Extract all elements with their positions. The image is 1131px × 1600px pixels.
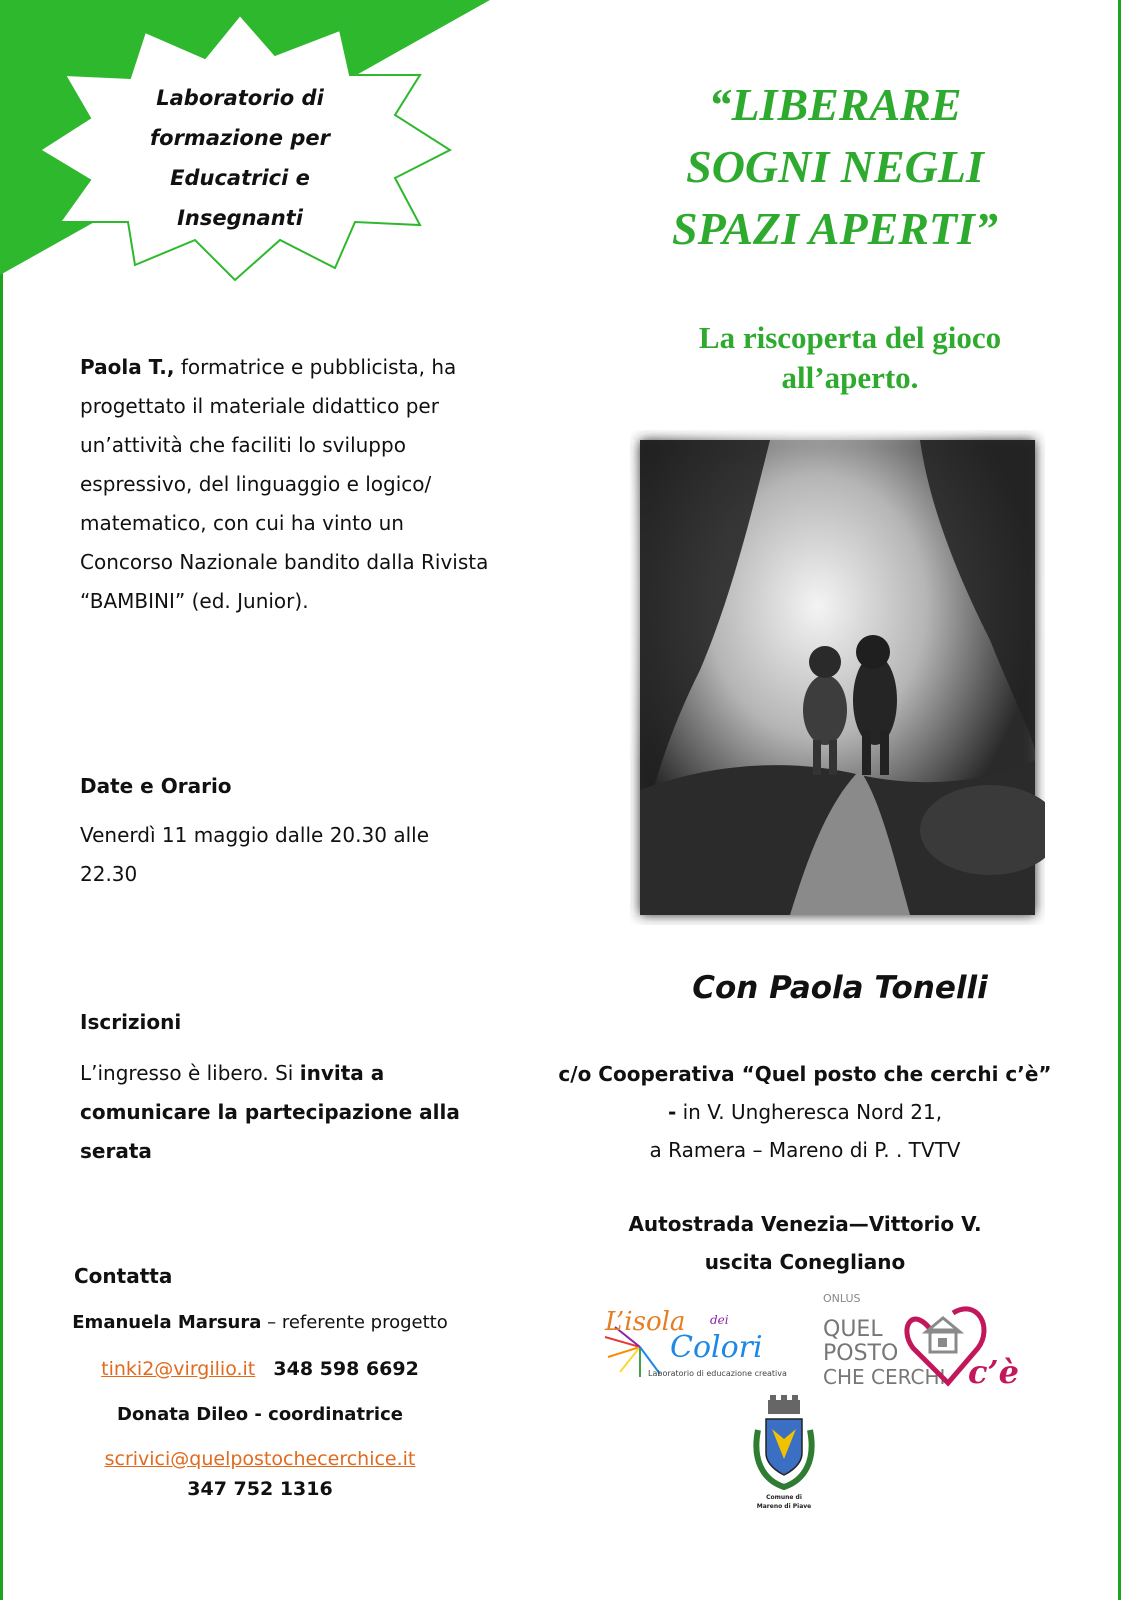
crest-line-1: Comune di bbox=[766, 1494, 802, 1501]
logo-onlus: ONLUS bbox=[823, 1292, 861, 1305]
email-link-2-wrap bbox=[60, 1448, 460, 1470]
title-line: SOGNI NEGLI bbox=[686, 141, 984, 192]
badge-line: Educatrici e bbox=[170, 166, 310, 190]
logo-ce-text: c’è bbox=[968, 1353, 1019, 1391]
badge-line: formazione per bbox=[150, 126, 330, 150]
bio-paragraph bbox=[80, 348, 500, 621]
children-forest-photo bbox=[630, 430, 1045, 925]
venue-address: in V. Ungheresca Nord 21, bbox=[676, 1100, 943, 1124]
subtitle-line: La riscoperta del gioco bbox=[698, 320, 1002, 355]
title-line: “LIBERARE bbox=[708, 79, 962, 130]
isola-dei-colori-logo bbox=[600, 1302, 790, 1382]
venue-line: c/o Cooperativa “Quel posto che cerchi c’è” bbox=[558, 1062, 1052, 1086]
registration-plain: L’ingresso è libero. Si bbox=[80, 1061, 300, 1085]
presenter-name: Con Paola Tonelli bbox=[692, 970, 988, 1006]
phone-2: 347 752 1316 bbox=[187, 1478, 333, 1500]
subtitle bbox=[640, 318, 1060, 398]
contact-person-2: Donata Dileo - coordinatrice bbox=[117, 1404, 403, 1425]
bio-name: Paola T., bbox=[80, 355, 175, 379]
schedule-heading: Date e Orario bbox=[80, 774, 232, 798]
page-border-right bbox=[1118, 0, 1121, 1600]
route-block bbox=[590, 1205, 1020, 1281]
logo-dei-text: dei bbox=[710, 1313, 729, 1327]
contact-person-1 bbox=[60, 1312, 460, 1333]
logo-cerchi-line: CHE CERCHI bbox=[823, 1365, 946, 1389]
email-link-2[interactable]: scrivici@quelpostochecerchice.it bbox=[104, 1448, 416, 1470]
logo-posto-line: POSTO bbox=[823, 1341, 899, 1366]
badge-text bbox=[120, 78, 360, 238]
schedule-text: Venerdì 11 maggio dalle 20.30 alle 22.30 bbox=[80, 823, 429, 886]
badge-line: Insegnanti bbox=[177, 206, 303, 230]
subtitle-line: all’aperto. bbox=[781, 360, 919, 395]
contact-line-1 bbox=[60, 1358, 460, 1380]
logo-isola-text: L’isola bbox=[605, 1307, 686, 1337]
venue-dash: - bbox=[667, 1100, 677, 1124]
email-link-1[interactable]: tinki2@virgilio.it bbox=[101, 1358, 256, 1380]
registration-text bbox=[80, 1054, 490, 1171]
contact-role: – referente progetto bbox=[261, 1312, 448, 1333]
contact-heading: Contatta bbox=[74, 1264, 173, 1288]
bio-text: formatrice e pubblicista, ha progettato il materiale didattico per un’attività che faciliti lo sviluppo espressivo, del linguaggio e logico/ matematico, con cui ha vinto un Concorso Nazionale bandito dalla Rivista “BAMBINI” (ed. Junior). bbox=[80, 355, 489, 613]
route-line: Autostrada Venezia—Vittorio V. bbox=[628, 1212, 982, 1236]
municipal-crest bbox=[748, 1395, 820, 1515]
registration-heading: Iscrizioni bbox=[80, 1010, 182, 1034]
venue-line: a Ramera – Mareno di P. . TVTV bbox=[649, 1138, 961, 1162]
venue-line-2 bbox=[540, 1093, 1070, 1131]
venue-block bbox=[540, 1055, 1070, 1169]
title-line: SPAZI APERTI” bbox=[672, 203, 998, 254]
logo-quel-line: QUEL bbox=[823, 1317, 883, 1342]
registration-bold: invita a comunicare la partecipazione alla serata bbox=[80, 1061, 460, 1163]
logo-tagline: Laboratorio di educazione creativa bbox=[648, 1369, 787, 1378]
crest-line-2: Mareno di Piave bbox=[756, 1503, 812, 1510]
badge-line: Laboratorio di bbox=[156, 86, 324, 110]
main-title bbox=[610, 74, 1060, 260]
page-border-left bbox=[0, 270, 3, 1600]
contact-name: Emanuela Marsura bbox=[72, 1312, 262, 1333]
logo-colori-text: Colori bbox=[670, 1330, 763, 1365]
phone-1: 348 598 6692 bbox=[273, 1358, 419, 1380]
quel-posto-logo bbox=[818, 1288, 1048, 1398]
route-line: uscita Conegliano bbox=[704, 1250, 906, 1274]
